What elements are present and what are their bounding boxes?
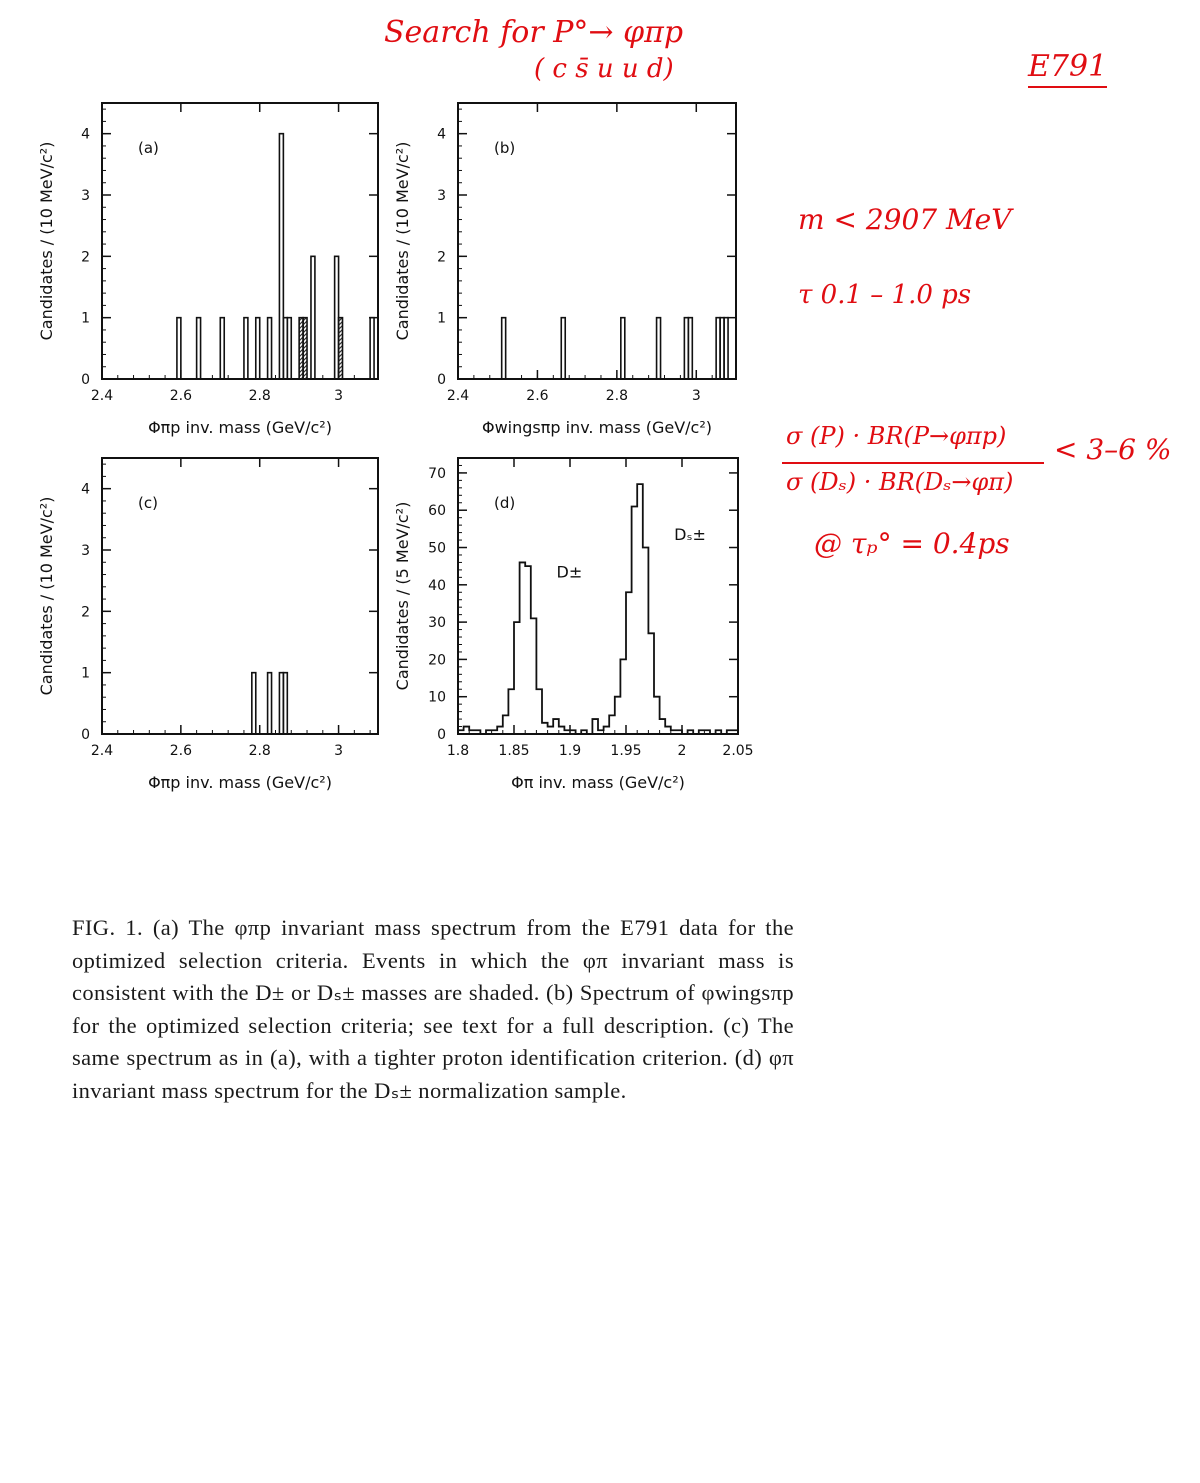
histogram-bin: [268, 673, 272, 734]
x-tick-label: 2: [677, 743, 687, 759]
y-tick-label: 0: [437, 727, 446, 743]
y-tick-label: 10: [428, 689, 446, 706]
y-tick-label: 2: [81, 604, 90, 621]
histogram-bin: [268, 318, 272, 379]
ratio-numerator: σ (P) · BR(P→φπp): [786, 422, 1007, 450]
x-axis-label: Φπp inv. mass (GeV/c²): [148, 773, 332, 792]
x-tick-label: 2.4: [90, 743, 114, 759]
chart-panel-c: [37, 458, 378, 792]
y-tick-label: 0: [437, 372, 446, 388]
histogram-bin: [287, 318, 291, 379]
x-axis-label: Φπ inv. mass (GeV/c²): [511, 773, 685, 792]
y-axis-label: Candidates / (10 MeV/c²): [37, 141, 56, 341]
histogram-bin-shaded: [303, 318, 307, 379]
lifetime-range-note: τ 0.1 – 1.0 ps: [798, 280, 972, 310]
x-tick-label: 1.85: [498, 743, 530, 759]
panel-label: (b): [494, 139, 516, 157]
histogram-bin: [220, 318, 224, 379]
y-tick-label: 2: [81, 249, 90, 266]
x-tick-label: 2.8: [248, 388, 271, 404]
y-tick-label: 0: [81, 372, 90, 388]
chart-panel-b: [393, 103, 736, 437]
y-tick-label: 1: [437, 310, 446, 327]
ratio-condition: @ τₚ° = 0.4ps: [814, 527, 1010, 560]
y-tick-label: 3: [437, 188, 446, 204]
histogram-bin: [244, 318, 248, 379]
panel-label: (c): [138, 494, 158, 512]
mass-limit-note: m < 2907 MeV: [798, 203, 1012, 236]
x-tick-label: 2.6: [169, 743, 192, 759]
y-tick-label: 30: [428, 615, 446, 632]
x-tick-label: 3: [334, 388, 344, 404]
y-axis-label: Candidates / (10 MeV/c²): [393, 141, 412, 341]
y-tick-label: 40: [428, 577, 446, 594]
ratio-result: < 3–6 %: [1054, 433, 1172, 466]
y-tick-label: 4: [437, 126, 446, 143]
histogram-bin: [283, 673, 287, 734]
histogram-bin: [252, 673, 256, 734]
histogram-bin: [177, 318, 181, 379]
histogram-bin: [311, 256, 315, 379]
x-tick-label: 1.9: [558, 743, 582, 759]
histogram-bin: [370, 318, 374, 379]
histogram-bin: [657, 318, 661, 379]
y-axis-label: Candidates / (10 MeV/c²): [37, 496, 56, 696]
x-tick-label: 3: [334, 743, 344, 759]
experiment-label: E791: [1028, 52, 1107, 88]
x-tick-label: 2.6: [526, 388, 549, 404]
x-tick-label: 2.8: [605, 388, 628, 404]
histogram-bin: [197, 318, 201, 379]
x-axis-label: Φπp inv. mass (GeV/c²): [148, 418, 332, 437]
y-tick-label: 4: [81, 126, 90, 143]
histogram-bin: [256, 318, 260, 379]
histogram-bin-shaded: [339, 318, 343, 379]
x-tick-label: 2.4: [446, 388, 470, 404]
x-tick-label: 2.4: [90, 388, 114, 404]
x-tick-label: 1.8: [446, 743, 470, 759]
x-axis-label: Φwingsπp inv. mass (GeV/c²): [481, 418, 713, 437]
histogram-bin: [561, 318, 565, 379]
histogram-bin: [502, 318, 506, 379]
peak-label: Dₛ±: [674, 525, 706, 545]
y-tick-label: 3: [81, 543, 90, 559]
histogram-bin: [724, 318, 728, 379]
histogram-step-line: [458, 484, 738, 734]
y-tick-label: 3: [81, 188, 90, 204]
y-tick-label: 1: [81, 665, 90, 682]
y-tick-label: 0: [81, 727, 90, 743]
chart-panel-d: [393, 458, 754, 792]
handwritten-title: Search for P°→ φπp: [384, 15, 684, 50]
y-tick-label: 2: [437, 249, 446, 266]
peak-label: D±: [556, 562, 583, 582]
panel-label: (a): [138, 139, 159, 157]
x-tick-label: 2.6: [169, 388, 192, 404]
figure-caption: FIG. 1. (a) The φπp invariant mass spectrum from the E791 data for the optimized selection criteria. Events in which the φπ invariant mass is consistent with the D± or Dₛ± masses are shaded. (b) Spectrum of φwingsπp for the optimized selection criteria; see text for a full description. (c) The same spectrum as in (a), with a tighter proton identification criterion. (d) φπ invariant mass spectrum for the Dₛ± normalization sample.: [72, 915, 794, 1103]
chart-panel-a: [37, 103, 378, 437]
histogram-bin: [621, 318, 625, 379]
y-axis-label: Candidates / (5 MeV/c²): [393, 501, 412, 691]
y-tick-label: 50: [428, 540, 446, 557]
y-tick-label: 60: [428, 503, 446, 520]
histogram-bin: [688, 318, 692, 379]
x-tick-label: 3: [691, 388, 701, 404]
x-tick-label: 1.95: [610, 743, 642, 759]
y-tick-label: 70: [428, 465, 446, 482]
x-tick-label: 2.8: [248, 743, 271, 759]
handwritten-quark-content: ( c s̄ u u d): [534, 54, 674, 84]
x-tick-label: 2.05: [722, 743, 754, 759]
panel-label: (d): [494, 494, 516, 512]
y-tick-label: 4: [81, 481, 90, 498]
y-tick-label: 1: [81, 310, 90, 327]
ratio-denominator: σ (Dₛ) · BR(Dₛ→φπ): [786, 468, 1014, 496]
y-tick-label: 20: [428, 652, 446, 669]
